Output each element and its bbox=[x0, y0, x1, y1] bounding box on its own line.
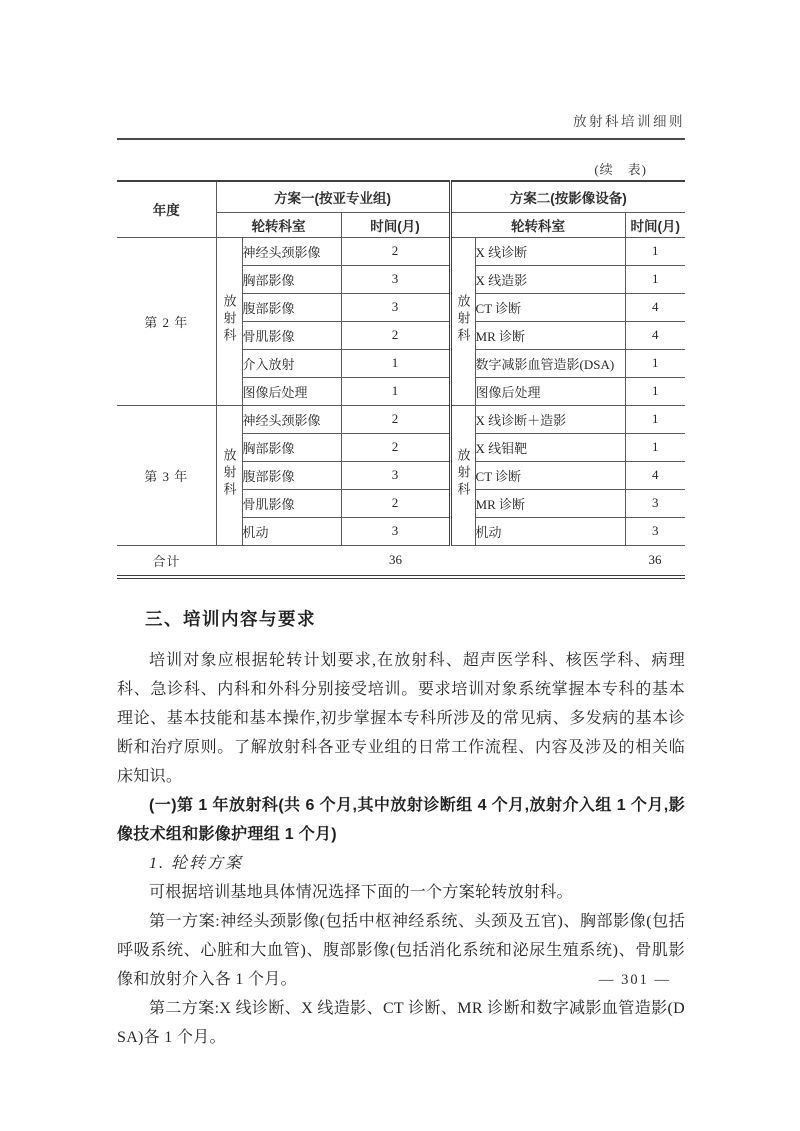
rotation-name-cell: X 线造影 bbox=[475, 265, 625, 293]
total-spacer bbox=[216, 545, 341, 577]
header-scheme1: 方案一(按亚专业组) bbox=[216, 181, 450, 212]
table-total-row bbox=[117, 545, 685, 577]
months-cell: 2 bbox=[341, 489, 450, 517]
year-3-scheme2-dept-cell bbox=[450, 405, 475, 545]
months-cell: 2 bbox=[341, 405, 450, 433]
months-cell: 1 bbox=[341, 377, 450, 405]
rotation-name-cell: 骨肌影像 bbox=[242, 321, 341, 349]
rotation-name-cell: 腹部影像 bbox=[242, 461, 341, 489]
table-row bbox=[117, 237, 685, 265]
rotation-name-cell: MR 诊断 bbox=[475, 321, 625, 349]
scheme2-total: 36 bbox=[625, 545, 685, 577]
months-cell: 3 bbox=[625, 517, 685, 545]
months-cell: 3 bbox=[341, 461, 450, 489]
paragraph-plan-choice: 可根据培训基地具体情况选择下面的一个方案轮转放射科。 bbox=[149, 884, 573, 901]
months-cell: 1 bbox=[625, 405, 685, 433]
year-2-scheme2-dept-cell bbox=[450, 237, 475, 405]
rotation-name-cell: 图像后处理 bbox=[242, 377, 341, 405]
rotation-name-cell: X 线钼靶 bbox=[475, 433, 625, 461]
rotation-name-cell: 介入放射 bbox=[242, 349, 341, 377]
months-cell: 1 bbox=[625, 349, 685, 377]
rotation-name-cell: 神经头颈影像 bbox=[242, 405, 341, 433]
rotation-name-cell: MR 诊断 bbox=[475, 489, 625, 517]
section-heading: 三、培训内容与要求 bbox=[145, 609, 316, 629]
months-cell: 4 bbox=[625, 321, 685, 349]
months-cell: 2 bbox=[341, 321, 450, 349]
total-label: 合计 bbox=[117, 545, 216, 577]
subsection-heading-year1: (一)第 1 年放射科(共 6 个月,其中放射诊断组 4 个月,放射介入组 1 个月,影像技术组和影像护理组 1 个月) bbox=[117, 797, 685, 843]
months-cell: 4 bbox=[625, 293, 685, 321]
rotation-name-cell: 数字减影血管造影(DSA) bbox=[475, 349, 625, 377]
table-row bbox=[117, 405, 685, 433]
months-cell: 1 bbox=[625, 237, 685, 265]
paragraph-training-overview: 培训对象应根据轮转计划要求,在放射科、超声医学科、核医学科、病理科、急诊科、内科和外科分别接受培训。要求培训对象系统掌握本专科的基本理论、基本技能和基本操作,初步掌握本专科所涉及的常见病、多发病的基本诊断和治疗原则。了解放射科各亚专业组的日常工作流程、内容及涉及的相关临床知识。 bbox=[117, 652, 685, 785]
rotation-name-cell: 胸部影像 bbox=[242, 265, 341, 293]
header-scheme1-time: 时间(月) bbox=[341, 212, 450, 237]
rotation-schedule-table bbox=[117, 180, 685, 579]
rotation-name-cell: X 线诊断＋造影 bbox=[475, 405, 625, 433]
months-cell: 3 bbox=[341, 293, 450, 321]
months-cell: 1 bbox=[625, 265, 685, 293]
total-spacer bbox=[450, 545, 625, 577]
paragraph-plan-two: 第二方案:X 线诊断、X 线造影、CT 诊断、MR 诊断和数字减影血管造影(DSA)各 1 个月。 bbox=[117, 1000, 685, 1046]
year-3-cell: 第 3 年 bbox=[117, 405, 216, 545]
rotation-name-cell: 机动 bbox=[242, 517, 341, 545]
scheme1-total: 36 bbox=[341, 545, 450, 577]
months-cell: 4 bbox=[625, 461, 685, 489]
rotation-name-cell: 胸部影像 bbox=[242, 433, 341, 461]
dept-vertical-label: 放射科 bbox=[221, 447, 237, 499]
months-cell: 2 bbox=[341, 237, 450, 265]
rotation-name-cell: 图像后处理 bbox=[475, 377, 625, 405]
months-cell: 1 bbox=[341, 349, 450, 377]
rotation-name-cell: 骨肌影像 bbox=[242, 489, 341, 517]
year-2-scheme1-dept-cell bbox=[216, 237, 242, 405]
header-scheme2-time: 时间(月) bbox=[625, 212, 685, 237]
rotation-name-cell: CT 诊断 bbox=[475, 461, 625, 489]
header-year: 年度 bbox=[117, 181, 216, 237]
months-cell: 3 bbox=[341, 517, 450, 545]
months-cell: 3 bbox=[625, 489, 685, 517]
dept-vertical-label: 放射科 bbox=[221, 293, 237, 345]
dept-vertical-label: 放射科 bbox=[455, 293, 471, 345]
paragraph-plan-one: 第一方案:神经头颈影像(包括中枢神经系统、头颈及五官)、胸部影像(包括呼吸系统、心脏和大血管)、腹部影像(包括消化系统和泌尿生殖系统)、骨肌影像和放射介入各 1 个月。 bbox=[117, 913, 685, 988]
running-header: 放射科培训细则 bbox=[117, 110, 685, 140]
header-scheme2: 方案二(按影像设备) bbox=[450, 181, 685, 212]
header-scheme1-dept: 轮转科室 bbox=[216, 212, 341, 237]
months-cell: 1 bbox=[625, 377, 685, 405]
rotation-name-cell: 腹部影像 bbox=[242, 293, 341, 321]
year-3-scheme1-dept-cell bbox=[216, 405, 242, 545]
table-header-row-1 bbox=[117, 181, 685, 212]
page-number: — 301 — bbox=[599, 972, 671, 988]
header-scheme2-dept: 轮转科室 bbox=[450, 212, 625, 237]
rotation-name-cell: X 线诊断 bbox=[475, 237, 625, 265]
rotation-name-cell: CT 诊断 bbox=[475, 293, 625, 321]
rotation-name-cell: 神经头颈影像 bbox=[242, 237, 341, 265]
dept-vertical-label: 放射科 bbox=[455, 447, 471, 499]
document-page bbox=[117, 0, 685, 1131]
year-2-cell: 第 2 年 bbox=[117, 237, 216, 405]
months-cell: 3 bbox=[341, 265, 450, 293]
item-heading-rotation-plan: 1. 轮转方案 bbox=[149, 855, 244, 872]
table-continued-label: (续 表) bbox=[594, 162, 647, 177]
months-cell: 1 bbox=[625, 433, 685, 461]
months-cell: 2 bbox=[341, 433, 450, 461]
rotation-name-cell: 机动 bbox=[475, 517, 625, 545]
